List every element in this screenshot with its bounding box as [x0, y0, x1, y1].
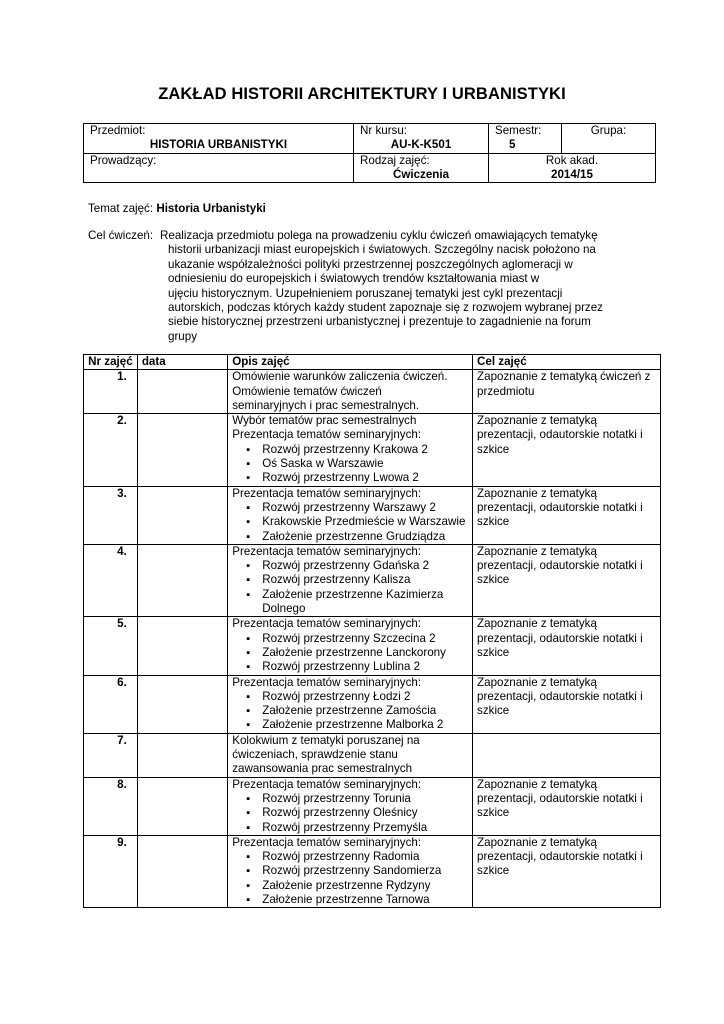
row-number: 2.: [84, 414, 138, 486]
description-line: Kolokwium z tematyki poruszanej na: [232, 733, 420, 747]
row-date: [137, 675, 227, 733]
row-description: [228, 544, 473, 616]
description-line: ćwiczeniach, sprawdzenie stanu: [232, 748, 398, 762]
row-number: 3.: [84, 486, 138, 544]
description-line: Prezentacja tematów seminaryjnych:: [232, 486, 422, 500]
topic-list-item: ▪ Założenie przestrzenne Lanckorony: [262, 646, 468, 660]
topic-list-item: ▪ Założenie przestrzenne Kazimierza Dolnego: [262, 588, 468, 617]
topic-list-item: ▪ Oś Saska w Warszawie: [262, 457, 468, 471]
description-line: seminaryjnych i prac semestralnych.: [232, 398, 420, 412]
row-description: [228, 414, 473, 486]
description-line: Omówienie warunków zaliczenia ćwiczeń.: [232, 370, 448, 384]
table-row: [84, 486, 661, 544]
row-goal: [473, 733, 661, 777]
topic-list-item: ▪ Rozwój przestrzenny Gdańska 2: [262, 559, 468, 573]
grupa-label: Grupa:: [590, 124, 627, 137]
description-line: Prezentacja tematów seminaryjnych:: [232, 777, 422, 791]
rok-label: Rok akad.: [545, 153, 599, 167]
row-number: 6.: [84, 675, 138, 733]
description-line: zawansowania prac semestralnych: [232, 762, 413, 776]
row-number: 7.: [84, 733, 138, 777]
topic-list: [232, 501, 468, 544]
topic-line: [88, 202, 266, 215]
rodzaj-cell: [354, 153, 489, 183]
topic-list-item: ▪ Rozwój przestrzenny Szczecina 2: [262, 632, 468, 646]
prowadzacy-cell: [84, 153, 354, 183]
topic-list-item: ▪ Rozwój przestrzenny Torunia: [262, 792, 468, 806]
rodzaj-value: Ćwiczenia: [392, 167, 450, 181]
description-line: Prezentacja tematów seminaryjnych:: [232, 544, 422, 558]
goal-line: ukazanie współzależności polityki przestrzennej poszczególnych aglomeracji w: [168, 257, 573, 271]
rok-value: 2014/15: [551, 167, 593, 181]
topic-list-item: ▪ Założenie przestrzenne Zamościa: [262, 704, 468, 718]
topic-list-item: ▪ Krakowskie Przedmieście w Warszawie: [262, 515, 468, 529]
row-date: [137, 486, 227, 544]
row-number: 8.: [84, 777, 138, 835]
table-row: [84, 617, 661, 675]
przedmiot-label: Przedmiot:: [90, 124, 146, 137]
header-nr: Nr zajęć: [84, 355, 138, 370]
row-description: [228, 617, 473, 675]
row-date: [137, 777, 227, 835]
table-row: [84, 544, 661, 616]
row-date: [137, 370, 227, 414]
table-row: [84, 835, 661, 907]
table-row: [84, 370, 661, 414]
goal-line: ujęciu historycznym. Uzupełnieniem poruszanej tematyki jest cykl prezentacji: [168, 286, 563, 300]
row-date: [137, 835, 227, 907]
row-goal: Zapoznanie z tematyką prezentacji, odautorskie notatki i szkice: [473, 414, 661, 486]
row-goal: Zapoznanie z tematyką prezentacji, odautorskie notatki i szkice: [473, 617, 661, 675]
topic-list-item: ▪ Rozwój przestrzenny Łodzi 2: [262, 690, 468, 704]
page-title: ZAKŁAD HISTORII ARCHITEKTURY I URBANISTYKI: [158, 85, 566, 103]
goal-label: Cel ćwiczeń:: [88, 229, 154, 242]
topic-list-item: ▪ Rozwój przestrzenny Warszawy 2: [262, 501, 468, 515]
table-row: [84, 777, 661, 835]
topic-list-item: ▪ Założenie przestrzenne Rydzyny: [262, 879, 468, 893]
nr-kursu-cell: [354, 124, 489, 154]
table-row: [84, 414, 661, 486]
header-data: data: [137, 355, 227, 370]
schedule-table: [83, 354, 661, 908]
topic-list-item: ▪ Rozwój przestrzenny Oleśnicy: [262, 806, 468, 820]
nr-kursu-value: AU-K-K501: [390, 138, 452, 152]
row-description: [228, 733, 473, 777]
semestr-value: 5: [509, 138, 516, 152]
row-date: [137, 617, 227, 675]
row-goal: Zapoznanie z tematyką prezentacji, odautorskie notatki i szkice: [473, 777, 661, 835]
row-number: 9.: [84, 835, 138, 907]
goal-section: [88, 229, 648, 344]
row-goal: Zapoznanie z tematyką ćwiczeń z przedmiotu: [473, 370, 661, 414]
row-goal: Zapoznanie z tematyką prezentacji, odautorskie notatki i szkice: [473, 835, 661, 907]
topic-list-item: ▪ Rozwój przestrzenny Przemyśla: [262, 821, 468, 835]
description-line: Wybór tematów prac semestralnych: [232, 414, 417, 428]
description-line: Omówienie tematów ćwiczeń: [232, 384, 382, 398]
table-row: [84, 675, 661, 733]
table-header-row: [84, 355, 661, 370]
topic-list-item: ▪ Założenie przestrzenne Malborka 2: [262, 718, 468, 732]
topic-list-item: ▪ Rozwój przestrzenny Lublina 2: [262, 660, 468, 674]
topic-list-item: ▪ Rozwój przestrzenny Lwowa 2: [262, 471, 468, 485]
przedmiot-value: HISTORIA URBANISTYKI: [149, 138, 288, 152]
topic-label: Temat zajęć:: [88, 202, 154, 215]
topic-list-item: ▪ Rozwój przestrzenny Krakowa 2: [262, 443, 468, 457]
row-description: [228, 486, 473, 544]
description-line: Prezentacja tematów seminaryjnych:: [232, 617, 422, 631]
row-number: 5.: [84, 617, 138, 675]
goal-line: Realizacja przedmiotu polega na prowadzeniu cyklu ćwiczeń omawiających tematykę: [160, 229, 598, 242]
description-line: Prezentacja tematów seminaryjnych:: [232, 428, 422, 442]
goal-line: siebie historycznej przestrzeni urbanistycznej i prezentuje to zagadnienie na forum: [168, 315, 591, 329]
semestr-cell: [489, 124, 562, 154]
description-line: Prezentacja tematów seminaryjnych:: [232, 675, 422, 689]
prowadzacy-label: Prowadzący:: [90, 153, 157, 167]
topic-list-item: ▪ Rozwój przestrzenny Sandomierza: [262, 864, 468, 878]
grupa-cell: [562, 124, 656, 154]
row-date: [137, 414, 227, 486]
topic-list: [232, 443, 468, 486]
przedmiot-cell: [84, 124, 354, 154]
goal-line: autorskich, podczas których każdy student zapoznaje się z rozwojem wybranej przez: [168, 301, 603, 315]
table-row: [84, 733, 661, 777]
row-description: [228, 835, 473, 907]
topic-list-item: ▪ Rozwój przestrzenny Radomia: [262, 850, 468, 864]
rok-cell: [489, 153, 656, 183]
header-opis: Opis zajęć: [228, 355, 473, 370]
row-description: [228, 675, 473, 733]
nr-kursu-label: Nr kursu:: [360, 124, 408, 137]
row-number: 4.: [84, 544, 138, 616]
topic-list-item: ▪ Rozwój przestrzenny Kalisza: [262, 573, 468, 587]
topic-list: [232, 632, 468, 675]
topic-list: [232, 850, 468, 907]
topic-list: [232, 690, 468, 733]
row-number: 1.: [84, 370, 138, 414]
description-line: Prezentacja tematów seminaryjnych:: [232, 835, 422, 849]
goal-line: odniesieniu do europejskich i światowych trendów kształtowania miast w: [168, 272, 540, 286]
row-goal: Zapoznanie z tematyką prezentacji, odautorskie notatki i szkice: [473, 675, 661, 733]
topic-value: Historia Urbanistyki: [156, 202, 266, 215]
row-goal: Zapoznanie z tematyką prezentacji, odautorskie notatki i szkice: [473, 486, 661, 544]
goal-text: [160, 229, 648, 344]
topic-list-item: ▪ Założenie przestrzenne Tarnowa: [262, 893, 468, 907]
row-goal: Zapoznanie z tematyką prezentacji, odautorskie notatki i szkice: [473, 544, 661, 616]
header-cel: Cel zajęć: [473, 355, 661, 370]
topic-list: [232, 559, 468, 616]
row-description: [228, 777, 473, 835]
goal-line: grupy: [168, 329, 198, 343]
row-date: [137, 544, 227, 616]
semestr-label: Semestr:: [495, 124, 542, 137]
row-date: [137, 733, 227, 777]
row-description: [228, 370, 473, 414]
course-header-table: [83, 123, 656, 183]
topic-list-item: ▪ Założenie przestrzenne Grudziądza: [262, 530, 468, 544]
rodzaj-label: Rodzaj zajęć:: [360, 153, 430, 167]
topic-list: [232, 792, 468, 835]
goal-line: historii urbanizacji miast europejskich i światowych. Szczególny nacisk położono na: [168, 243, 596, 257]
